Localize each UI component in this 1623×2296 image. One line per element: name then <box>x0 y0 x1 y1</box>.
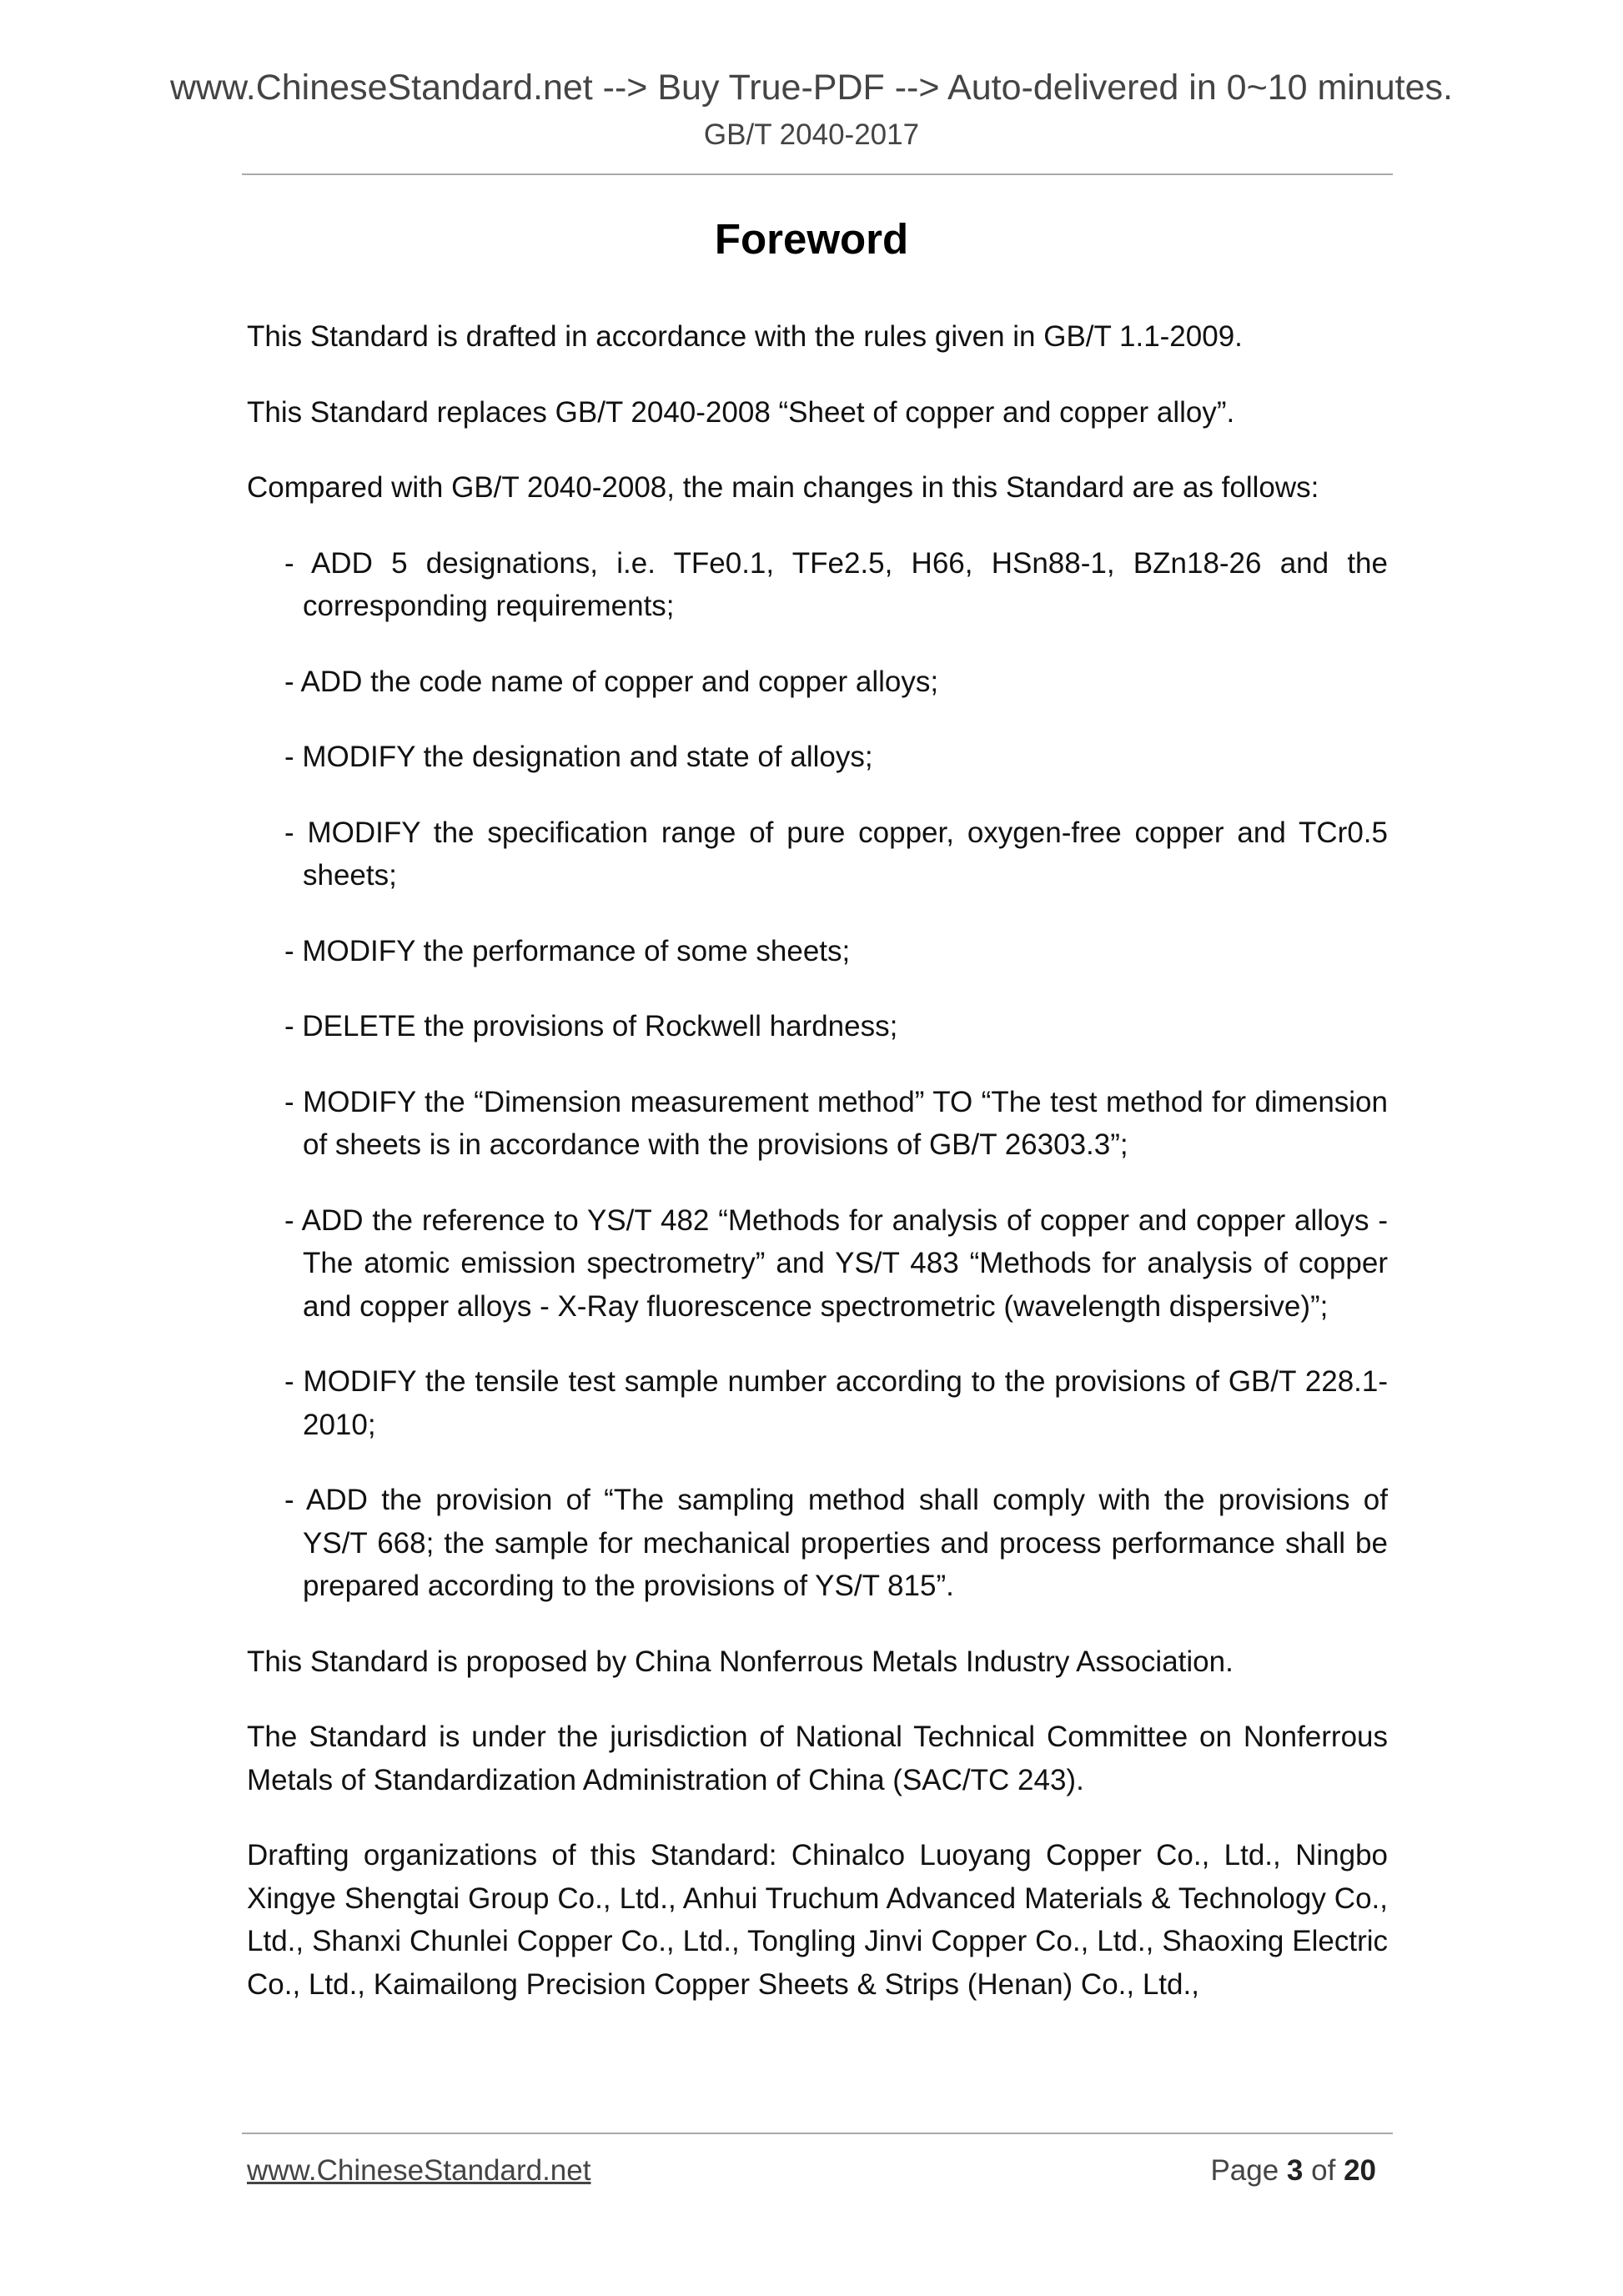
current-page: 3 <box>1286 2154 1304 2187</box>
intro-paragraph: This Standard replaces GB/T 2040-2008 “Sheet of copper and copper alloy”. <box>247 395 1235 429</box>
header-banner: www.ChineseStandard.net --> Buy True-PDF --> Auto-delivered in 0~10 minutes. <box>169 68 1453 108</box>
footer-site-link[interactable]: www.ChineseStandard.net <box>247 2154 591 2187</box>
page-title: Foreword <box>714 215 909 263</box>
change-list-item: - MODIFY the tensile test sample number according to the provisions of GB/T 228.1-2010; <box>284 1365 1388 1441</box>
standard-code: GB/T 2040-2017 <box>703 118 920 151</box>
page-of-label: of <box>1311 2154 1336 2187</box>
change-list-item: - ADD 5 designations, i.e. TFe0.1, TFe2.5, H66, HSn88-1, BZn18-26 and the corresponding requirements; <box>284 546 1388 622</box>
closing-paragraph: The Standard is under the jurisdiction of National Technical Committee on Nonferrous Metals of Standardization Administration of China (SAC/TC 243). <box>247 1721 1388 1796</box>
change-list-item: - MODIFY the designation and state of alloys; <box>284 741 873 773</box>
intro-paragraph: This Standard is drafted in accordance with the rules given in GB/T 1.1-2009. <box>247 320 1243 353</box>
closing-paragraph: Drafting organizations of this Standard: Chinalco Luoyang Copper Co., Ltd., Ningbo Xingye Shengtai Group Co., Ltd., Anhui Truchum Advanced Materials & Technology Co., Ltd., Shanxi Chunlei Copper Co., Ltd., Tongling Jinvi Copper Co., Ltd., Shaoxing Electric Co., Ltd., Kaimailong Precision Copper Sheets & Strips (Henan) Co., Ltd., <box>247 1839 1388 2001</box>
change-list-item: - ADD the code name of copper and copper alloys; <box>284 665 939 698</box>
change-list-item: - MODIFY the specification range of pure copper, oxygen-free copper and TCr0.5 sheets; <box>284 816 1388 892</box>
total-pages: 20 <box>1344 2154 1376 2187</box>
change-list-item: - MODIFY the performance of some sheets; <box>284 934 851 967</box>
change-list-item: - ADD the reference to YS/T 482 “Methods for analysis of copper and copper alloys - The atomic emission spectrometry” and YS/T 483 “Methods for analysis of copper and copper alloys - X-Ray fluorescence spectrometric (wavelength dispersive)”; <box>284 1203 1388 1323</box>
footer-divider <box>242 2133 1393 2134</box>
intro-paragraph: Compared with GB/T 2040-2008, the main changes in this Standard are as follows: <box>247 471 1319 504</box>
page-number <box>1210 2152 1376 2190</box>
header-divider <box>242 173 1393 175</box>
change-list-item: - ADD the provision of “The sampling method shall comply with the provisions of YS/T 668; the sample for mechanical properties and process performance shall be prepared according to the provisions of YS/T 815”. <box>284 1484 1388 1602</box>
page-label: Page <box>1210 2154 1279 2187</box>
change-list-item: - MODIFY the “Dimension measurement method” TO “The test method for dimension of sheets is in accordance with the provisions of GB/T 26303.3”; <box>284 1085 1388 1161</box>
closing-paragraph: This Standard is proposed by China Nonferrous Metals Industry Association. <box>247 1645 1234 1678</box>
document-body <box>247 315 1388 2038</box>
change-list-item: - DELETE the provisions of Rockwell hardness; <box>284 1010 898 1042</box>
